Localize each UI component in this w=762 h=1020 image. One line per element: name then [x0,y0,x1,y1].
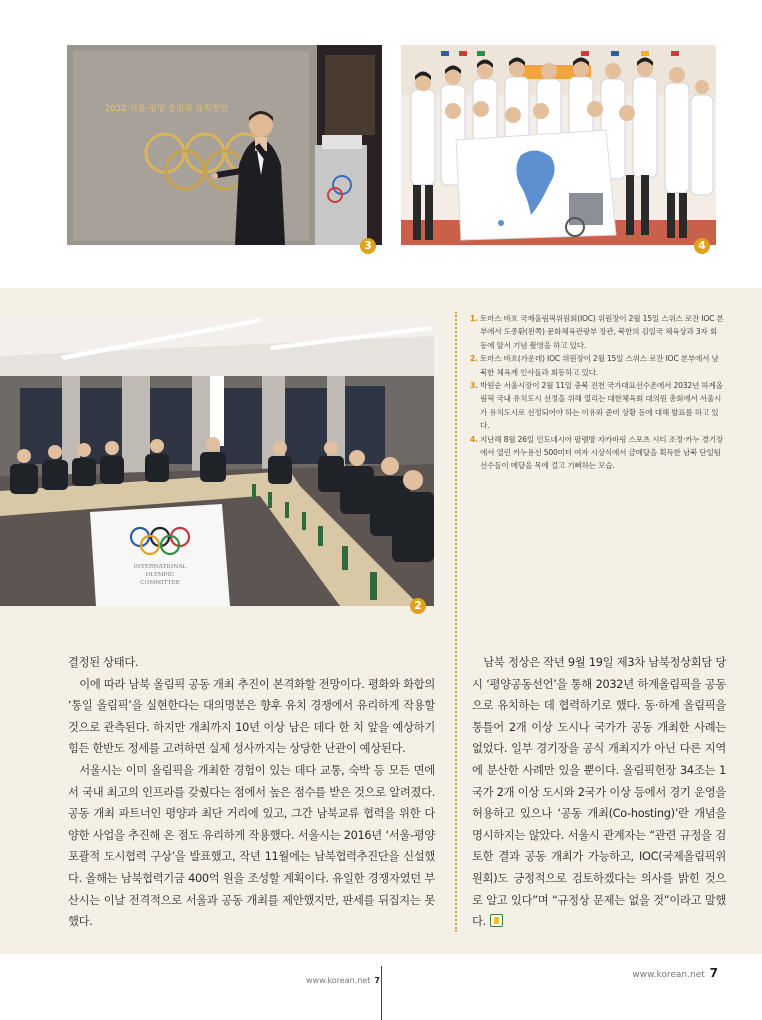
footer-divider [381,966,382,1020]
footer-right-folio [632,966,718,980]
caption-number: 1. [470,314,478,323]
article-left-column [68,652,435,933]
caption-number: 3. [470,381,478,391]
footer-url: www.korean.net [306,976,371,985]
caption-number: 2. [470,354,478,364]
photo-number-badge: 3 [360,238,376,254]
caption-text: 지난해 8월 26일 인도네시아 팔렘방 자카바링 스포츠 시티 조정·카누 경기장에서 열린 카누용선 500미터 여자 시상식에서 금메달을 획득한 남북 단일팀 선수들이 메달을 목에 걸고 기뻐하는 모습. [480,434,723,471]
body-paragraph-text: 남북 정상은 작년 9월 19일 제3차 남북정상회담 당시 ‘평양공동선언’을 통해 2032년 하계올림픽을 공동으로 유치하는 데 협력하기로 했다. 동·하계 올림픽을 통틀어 2개 이상 도시나 국가가 공동 개최한 사례는 없었다. 일부 경기장을 공식 개최지가 아닌 다른 지역에 분산한 사례만 있을 뿐이다. 올림픽헌장 34조는 1국가 2개 이상 도시와 2국가 이상 등에서 경기 운영을 허용하고 있으나 ‘공동 개최(Co-hosting)’란 개념을 명시하지는 않았다. 서울시 관계자는 “관련 규정을 검토한 결과 공동 개최가 가능하고, IOC(국제올림픽위원회)도 긍정적으로 검토하겠다는 의사를 밝힌 것으로 알고 있다”며 “규정상 문제는 없을 것”이라고 말했다. [472,656,726,929]
photo-captions [470,312,724,473]
ioc-sign-line: COMMITTEE [140,580,180,586]
caption-item [470,433,724,473]
caption-item [470,352,724,379]
photo-number-badge: 4 [694,238,710,254]
ioc-sign-line: OLYMPIC [145,572,175,578]
page-number: 7 [709,966,718,980]
footer-url: www.korean.net [632,970,705,980]
caption-text: 토마스 바흐(가운데) IOC 위원장이 2월 15일 스위스 로잔 IOC 본부에서 남북한 체육계 인사들과 회동하고 있다. [480,354,719,377]
body-paragraph: 결정된 상태다. [68,656,139,669]
body-paragraph [472,652,726,933]
ioc-sign-line: INTERNATIONAL [133,564,187,570]
caption-number: 4. [470,434,478,444]
photo-speaker-presentation [67,45,382,245]
photo-ioc-meeting [0,316,434,606]
body-paragraph: 이에 따라 남북 올림픽 공동 개최 추진이 본격화할 전망이다. 평화와 화합의 ‘통일 올림픽’을 실현한다는 대의명분은 향후 유치 경쟁에서 유리하게 작용할 것으로 관측된다. 하지만 개최까지 10년 이상 남은 데다 한 치 앞을 예상하기 힘든 한반도 정세를 고려하면 실제 성사까지는 상당한 난관이 예상된다. [68,677,435,756]
photo-number-badge: 2 [410,598,426,614]
caption-text: 박원순 서울시장이 2월 11일 충북 진천 국가대표선수촌에서 2032년 하계올림픽 국내 유치도시 선정을 위해 열리는 대한체육회 대의원 총회에서 서울시가 유치도시로 선정되어야 하는 이유와 준비 상황 등에 대해 발표를 하고 있다. [480,381,723,431]
caption-item [470,312,724,352]
page-number: 7 [374,976,380,985]
slide-title-text: 2032 서울-평양 올림픽 유치방안 [105,104,229,114]
caption-item [470,379,724,433]
footer-left-folio [306,976,380,985]
photo-unified-team [401,45,716,245]
caption-text: 토마스 바흐 국제올림픽위원회(IOC) 위원장이 2월 15일 스위스 로잔 IOC 본부에서 도종환(왼쪽) 문화체육관광부 장관, 북한의 김일국 체육상과 3자 회동에 앞서 기념 촬영을 하고 있다. [480,314,724,350]
body-paragraph: 서울시는 이미 올림픽을 개최한 경험이 있는 데다 교통, 숙박 등 모든 면에서 국내 최고의 인프라를 갖췄다는 점에서 높은 점수를 받은 것으로 알려졌다. 공동 개최 파트너인 평양과 최단 거리에 있고, 그간 남북교류 협력을 위한 다양한 사업을 추진해 온 점도 유리하게 작용했다. 서울시는 2016년 ‘서울-평양 포괄적 도시협력 구상’을 발표했고, 작년 11월에는 남북협력추진단을 신설했다. 올해는 남북협력기금 400억 원을 조성할 계획이다. 유일한 경쟁자였던 부산시는 이날 전격적으로 서울과 공동 개최를 제안했지만, 판세를 뒤집지는 못했다. [68,763,435,929]
end-mark-icon [490,914,503,927]
column-divider [455,312,457,932]
article-right-column [472,652,726,933]
